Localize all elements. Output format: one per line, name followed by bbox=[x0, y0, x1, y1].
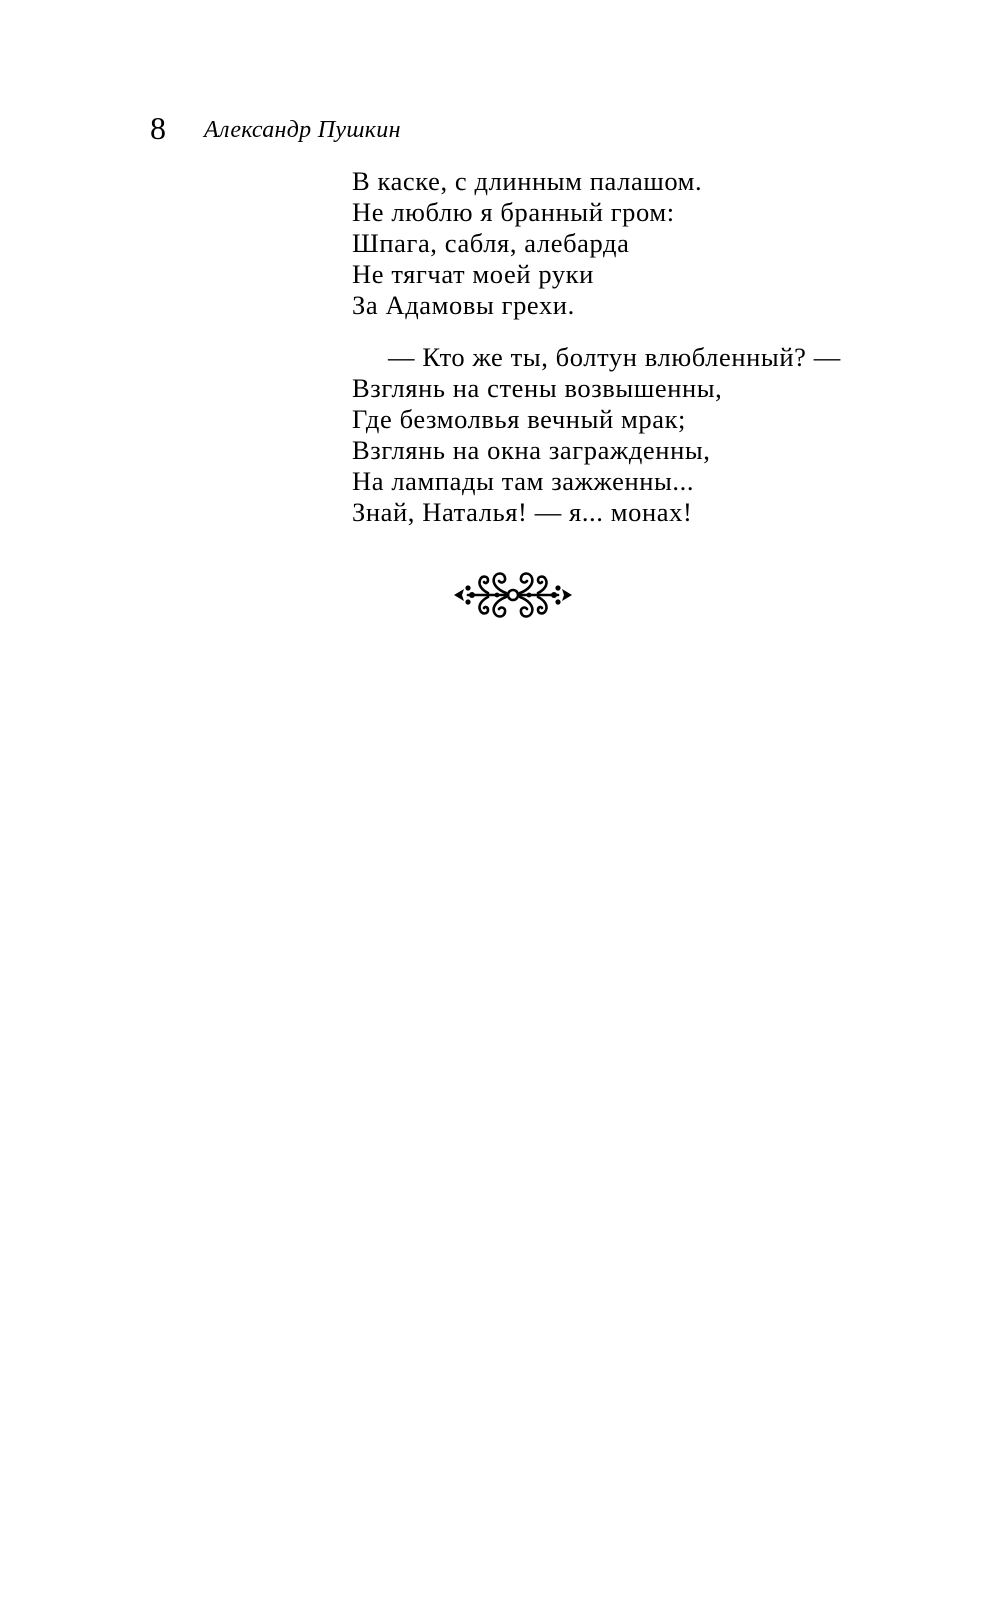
verse-line: В каске, с длинным палашом. bbox=[352, 166, 703, 196]
verse-line: На лампады там зажженны... bbox=[352, 466, 695, 496]
verse-line: Знай, Наталья! — я... монах! bbox=[352, 497, 693, 527]
page-number: 8 bbox=[150, 110, 166, 146]
verse-line: Взглянь на окна загражденны, bbox=[352, 435, 711, 465]
verse-line: Не тягчат моей руки bbox=[352, 259, 594, 289]
verse-line: — Кто же ты, болтун влюбленный? — bbox=[388, 342, 841, 372]
verse-line: Где безмолвья вечный мрак; bbox=[352, 404, 687, 434]
verse-line: За Адамовы грехи. bbox=[352, 290, 575, 320]
verse-line: Не люблю я бранный гром: bbox=[352, 197, 675, 227]
stanza-2 bbox=[352, 342, 952, 528]
verse-line: Взглянь на стены возвышенны, bbox=[352, 373, 723, 403]
verse-line: Шпага, сабля, алебарда bbox=[352, 228, 630, 258]
running-header bbox=[150, 108, 850, 148]
floral-vignette-icon bbox=[450, 566, 576, 626]
running-head-author: Александр Пушкин bbox=[204, 117, 401, 143]
stanza-1 bbox=[352, 166, 952, 321]
poem bbox=[352, 166, 952, 528]
